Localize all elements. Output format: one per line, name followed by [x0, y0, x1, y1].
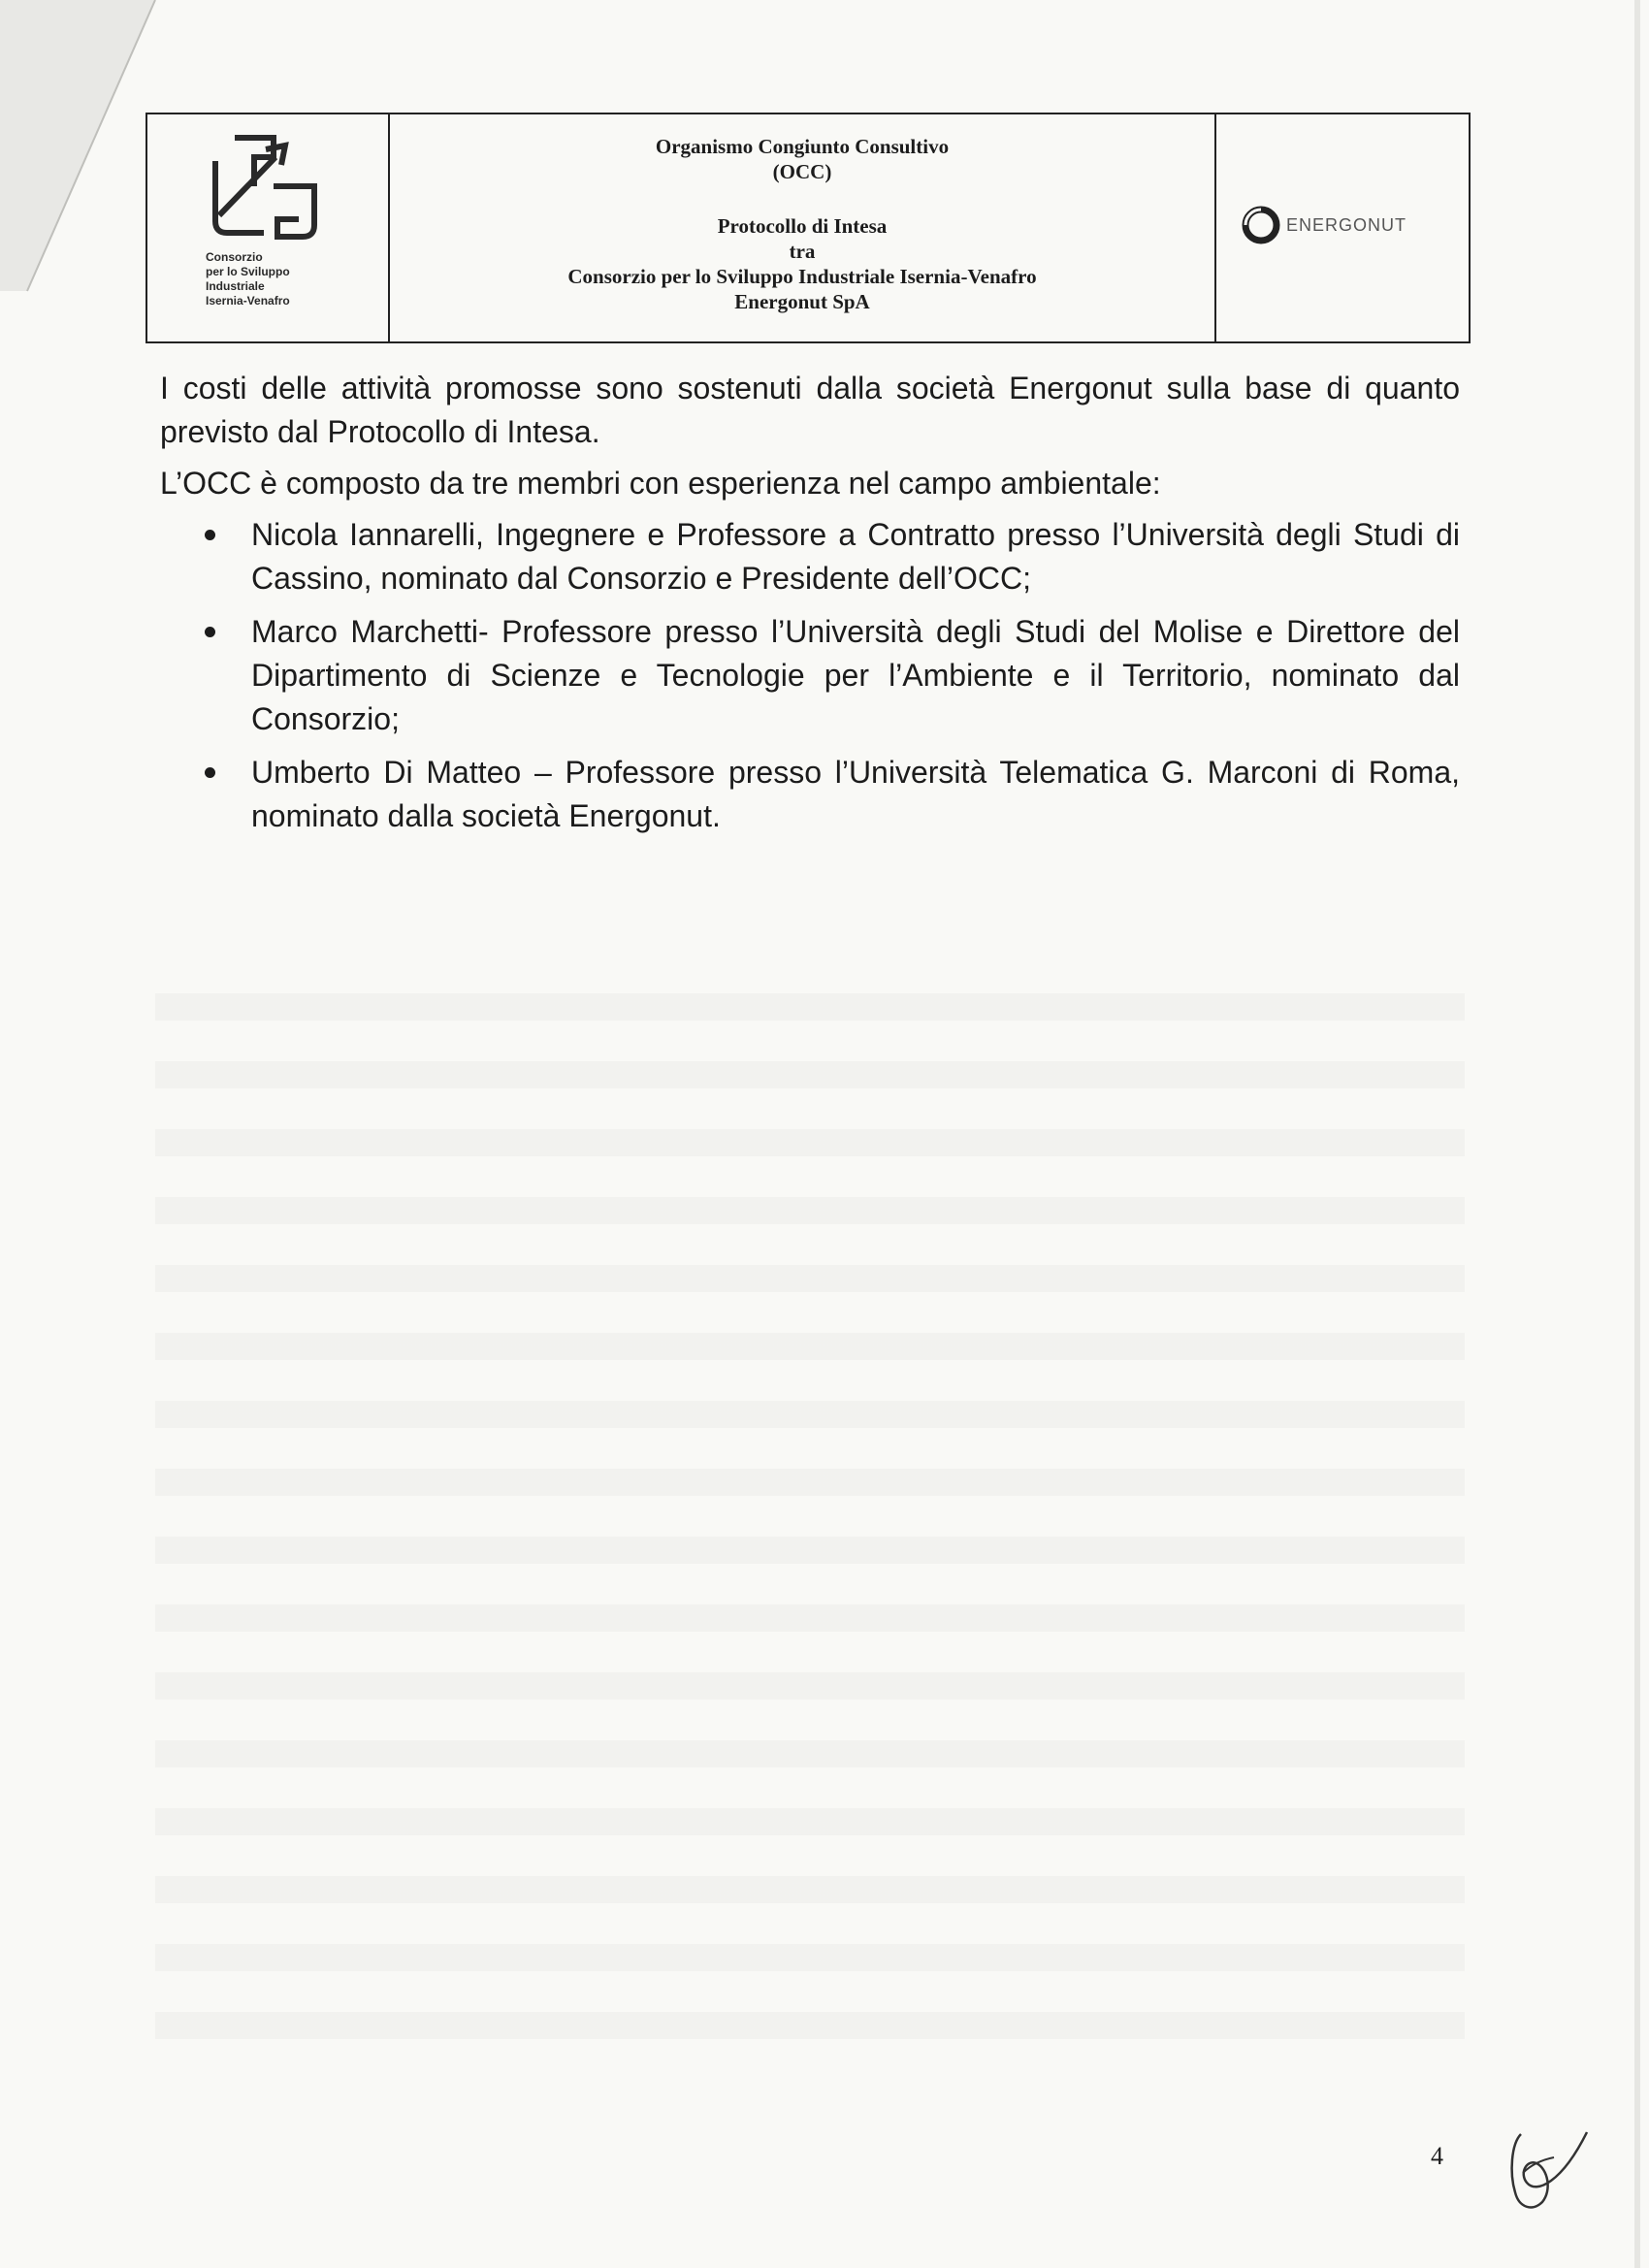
logo-line: Consorzio [206, 250, 263, 264]
paragraph-composition: L’OCC è composto da tre membri con esperienza nel campo ambientale: [160, 466, 1161, 501]
consortium-logo-text [206, 250, 290, 308]
protocol-title: Protocollo di Intesa [717, 214, 888, 238]
header-center-cell [390, 114, 1216, 341]
member-text: Umberto Di Matteo – Professore presso l’Università Telematica G. Marconi di Roma, nominato dalla società Energonut. [251, 755, 1460, 833]
energonut-circle-logo-icon [1242, 206, 1280, 244]
energonut-wordmark: ENERGONUT [1286, 214, 1407, 235]
logo-line: Industriale [206, 279, 265, 293]
occ-title: Organismo Congiunto Consultivo [655, 135, 950, 158]
protocol-party-2: Energonut SpA [734, 290, 870, 313]
page-number: 4 [1431, 2142, 1443, 2170]
bullet-icon [205, 767, 215, 778]
signature-initials-icon [1494, 2115, 1600, 2221]
consortium-arrow-logo-icon [206, 128, 326, 243]
list-item [160, 513, 1460, 600]
paragraph-costs: I costi delle attività promosse sono sostenuti dalla società Energonut sulla base di quanto previsto dal Protocollo di Intesa. [160, 371, 1460, 449]
members-list [160, 513, 1460, 838]
header-right-cell [1216, 114, 1469, 341]
protocol-between: tra [789, 240, 816, 263]
bleed-through-text [155, 970, 1465, 2057]
bullet-icon [205, 530, 215, 540]
bullet-icon [205, 627, 215, 637]
member-text: Nicola Iannarelli, Ingegnere e Professore a Contratto presso l’Università degli Studi di Cassino, nominato dal Consorzio e Presidente dell’OCC; [251, 517, 1460, 596]
energonut-logo [1242, 206, 1406, 244]
document-body [160, 367, 1460, 848]
occ-acronym: (OCC) [772, 160, 832, 183]
list-item [160, 751, 1460, 838]
logo-line: per lo Sviluppo [206, 265, 290, 278]
document-header [146, 113, 1471, 343]
member-text: Marco Marchetti- Professore presso l’Università degli Studi del Molise e Direttore del Dipartimento di Scienze e Tecnologie per l’Ambiente e il Territorio, nominato dal Consorzio; [251, 614, 1460, 736]
header-left-cell [147, 114, 390, 341]
logo-line: Isernia-Venafro [206, 294, 290, 308]
protocol-party-1: Consorzio per lo Sviluppo Industriale Isernia-Venafro [567, 265, 1037, 288]
list-item [160, 610, 1460, 741]
